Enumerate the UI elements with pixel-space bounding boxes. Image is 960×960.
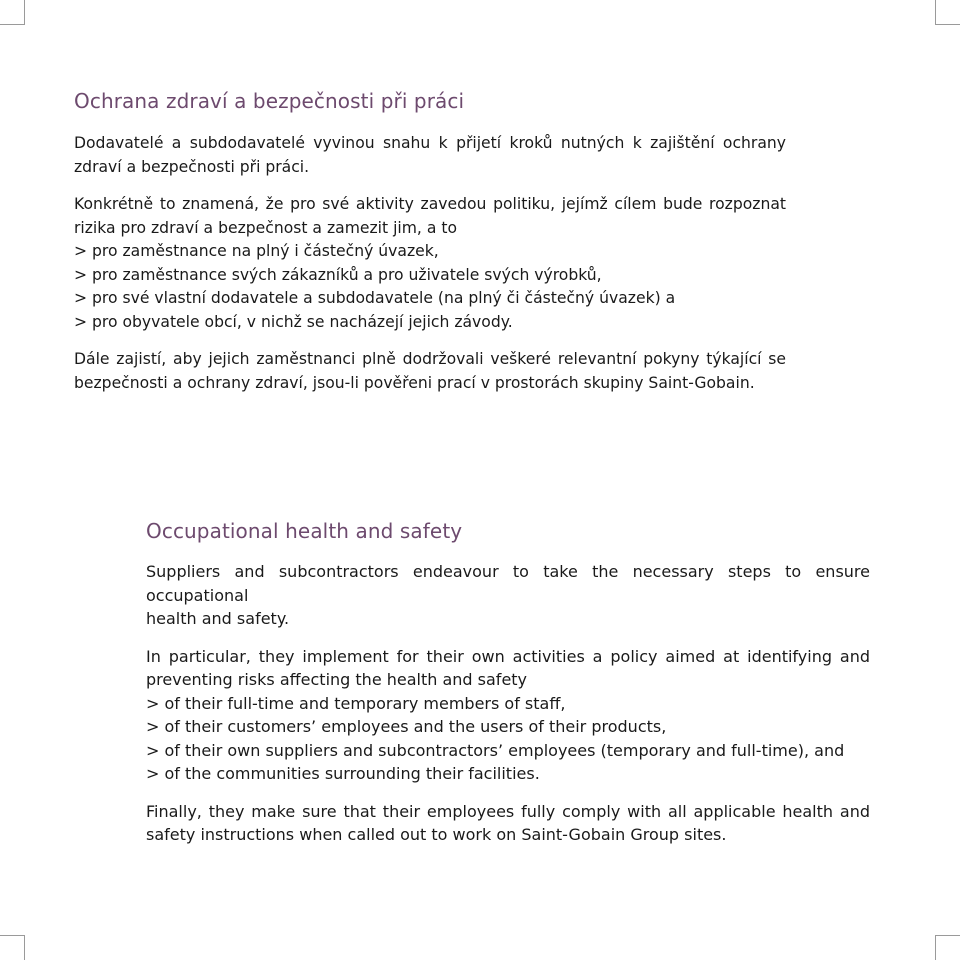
crop-mark-bottom-right: [935, 935, 936, 960]
english-policy: [146, 645, 870, 786]
czech-section: [74, 88, 786, 409]
crop-mark-bottom-right-h: [935, 935, 960, 936]
english-policy-item: > of their own suppliers and subcontractors’ employees (temporary and full-time), and: [146, 740, 845, 760]
czech-policy-item: > pro obyvatele obcí, v nichž se nacházejí jejich závody.: [74, 312, 513, 331]
english-section: [146, 518, 870, 861]
crop-mark-top-left: [24, 0, 25, 25]
czech-policy-item: > pro zaměstnance na plný i částečný úvazek,: [74, 242, 439, 260]
english-policy-item: > of their customers’ employees and the users of their products,: [146, 717, 667, 736]
english-title: Occupational health and safety: [146, 519, 463, 543]
crop-mark-bottom-left: [24, 935, 25, 960]
crop-mark-top-right: [935, 0, 936, 25]
crop-mark-top-right-h: [935, 24, 960, 25]
czech-title: Ochrana zdraví a bezpečnosti při práci: [74, 89, 465, 113]
crop-mark-top-left-h: [0, 24, 25, 25]
czech-intro: Dodavatelé a subdodavatelé vyvinou snahu k přijetí kroků nutných k zajištění ochrany zdraví a bezpečnosti při práci.: [74, 134, 786, 176]
english-intro-line: health and safety.: [146, 609, 290, 628]
english-compliance: Finally, they make sure that their employees fully comply with all applicable health and safety instructions when called out to work on Saint-Gobain Group sites.: [146, 801, 870, 844]
czech-policy-item: > pro své vlastní dodavatele a subdodavatele (na plný či částečný úvazek) a: [74, 289, 676, 307]
czech-compliance: Dále zajistí, aby jejich zaměstnanci plně dodržovali veškeré relevantní pokyny týkající se bezpečnosti a ochrany zdraví, jsou-li pověřeni prací v prostorách skupiny Saint-Gobain.: [74, 350, 786, 392]
czech-policy-item: > pro zaměstnance svých zákazníků a pro uživatele svých výrobků,: [74, 265, 602, 284]
crop-mark-bottom-left-h: [0, 935, 25, 936]
czech-policy-intro: Konkrétně to znamená, že pro své aktivity zavedou politiku, jejímž cílem bude rozpoznat rizika pro zdraví a bezpečnost a zamezit jim, a to: [74, 195, 786, 237]
english-policy-intro: In particular, they implement for their own activities a policy aimed at identifying and preventing risks affecting the health and safety: [146, 646, 870, 689]
english-policy-item: > of the communities surrounding their facilities.: [146, 764, 540, 783]
english-intro: [146, 560, 870, 631]
english-policy-item: > of their full-time and temporary members of staff,: [146, 693, 566, 713]
english-intro-line: Suppliers and subcontractors endeavour to take the necessary steps to ensure occupational: [146, 562, 870, 605]
czech-policy: [74, 193, 786, 334]
